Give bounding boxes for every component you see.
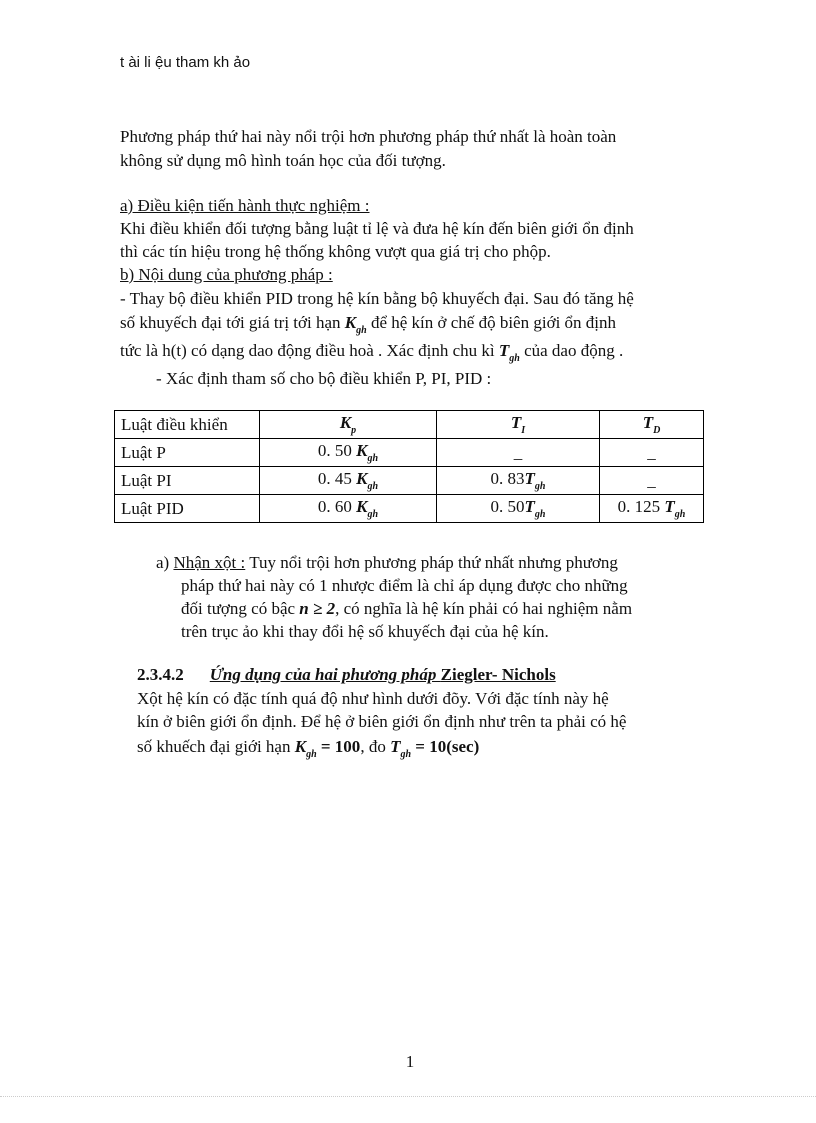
intro-line-1: Phương pháp thứ hai này nổi trội hơn phương pháp thứ nhất là hoàn toàn xyxy=(120,127,617,146)
td-cell: 0. 125 $T_{gh}$ xyxy=(600,495,704,523)
kp-cell: 0. 45 $K_{gh}$ xyxy=(260,467,437,495)
header-cell-law: Luật điều khiển xyxy=(115,411,260,439)
remark-line-3: đối tượng có bậc n ≥ 2, có nghĩa là hệ kín phải có hai nghiệm nằm xyxy=(181,599,633,618)
section-a-line-2: thì các tín hiệu trong hệ thống không vượt qua giá trị cho phộp. xyxy=(120,242,551,261)
section-a-line-1: Khi điều khiển đối tượng bằng luật tỉ lệ và đưa hệ kín đến biên giới ổn định xyxy=(120,219,634,238)
row-label: Luật PID xyxy=(115,495,260,523)
k-gh-symbol: $K_{gh}$ xyxy=(344,313,367,336)
page-bottom-divider xyxy=(0,1096,816,1097)
section-b-heading: b) Nội dung của phương pháp : xyxy=(120,265,333,284)
section-b-line-3: tức là h(t) có dạng dao động điều hoà . Xác định chu kì $T_{gh}$ của dao động . xyxy=(120,341,624,364)
header-cell-td: $T_D$ xyxy=(600,411,704,439)
row-label: Luật PI xyxy=(115,467,260,495)
section-2342-line-3: số khuếch đại giới hạn $K_{gh} = 100$, đo $T_{gh} = 10(\sec)$ xyxy=(137,737,480,760)
row-label: Luật P xyxy=(115,439,260,467)
t-gh-symbol: $T_{gh}$ xyxy=(498,341,520,364)
section-heading-2342 xyxy=(137,664,556,686)
section-b-line-2: số khuyếch đại tới giá trị tới hạn $K_{gh}$ để hệ kín ở chế độ biên giới ổn định xyxy=(120,313,617,336)
section-a-heading: a) Điều kiện tiến hành thực nghiệm : xyxy=(120,196,370,215)
header-cell-kp: $K_p$ xyxy=(260,411,437,439)
intro-line-2: không sử dụng mô hình toán học của đối tượng. xyxy=(120,151,446,170)
kp-cell: 0. 50 $K_{gh}$ xyxy=(260,439,437,467)
remark-line-1: a) Nhận xột : Tuy nổi trội hơn phương pháp thứ nhất nhưng phương xyxy=(156,553,618,572)
table-row xyxy=(115,439,704,467)
table-row xyxy=(115,467,704,495)
remark-label: Nhận xột : xyxy=(173,553,246,572)
section-2342-line-2: kín ở biên giới ổn định. Để hệ ở biên giới ổn định như trên ta phải có hệ xyxy=(137,712,627,731)
section-title: Ứng dụng của hai phương pháp Ziegler- Nichols xyxy=(209,665,556,684)
remark-line-2: pháp thứ hai này có 1 nhược điểm là chỉ áp dụng được cho những xyxy=(181,576,628,595)
t-gh-value: = 10(sec) xyxy=(411,737,480,756)
td-cell: _ xyxy=(600,467,704,495)
table-header-row xyxy=(115,411,704,439)
page-number: 1 xyxy=(405,1052,415,1071)
section-number: 2.3.4.2 xyxy=(137,665,184,684)
table-row xyxy=(115,495,704,523)
ti-cell: _ xyxy=(437,439,600,467)
section-b-line-4: - Xác định tham số cho bộ điều khiển P, PI, PID : xyxy=(156,369,492,388)
pid-parameter-table xyxy=(114,410,704,523)
section-b-line-1: - Thay bộ điều khiển PID trong hệ kín bằng bộ khuyếch đại. Sau đó tăng hệ xyxy=(120,289,634,308)
td-cell: _ xyxy=(600,439,704,467)
kp-cell: 0. 60 $K_{gh}$ xyxy=(260,495,437,523)
k-gh-value: = 100 xyxy=(316,737,361,756)
page-header: t ài li ệu tham kh ảo xyxy=(120,54,251,71)
remark-line-4: trên trục ảo khi thay đổi hệ số khuyếch đại của hệ kín. xyxy=(181,622,549,641)
ti-cell: 0. $50T_{gh}$ xyxy=(437,495,600,523)
order-condition: n ≥ 2 xyxy=(299,599,336,618)
section-2342-line-1: Xột hệ kín có đặc tính quá độ như hình dưới đõy. Với đặc tính này hệ xyxy=(137,689,609,708)
ti-cell: 0. $83T_{gh}$ xyxy=(437,467,600,495)
header-cell-ti: $T_I$ xyxy=(437,411,600,439)
